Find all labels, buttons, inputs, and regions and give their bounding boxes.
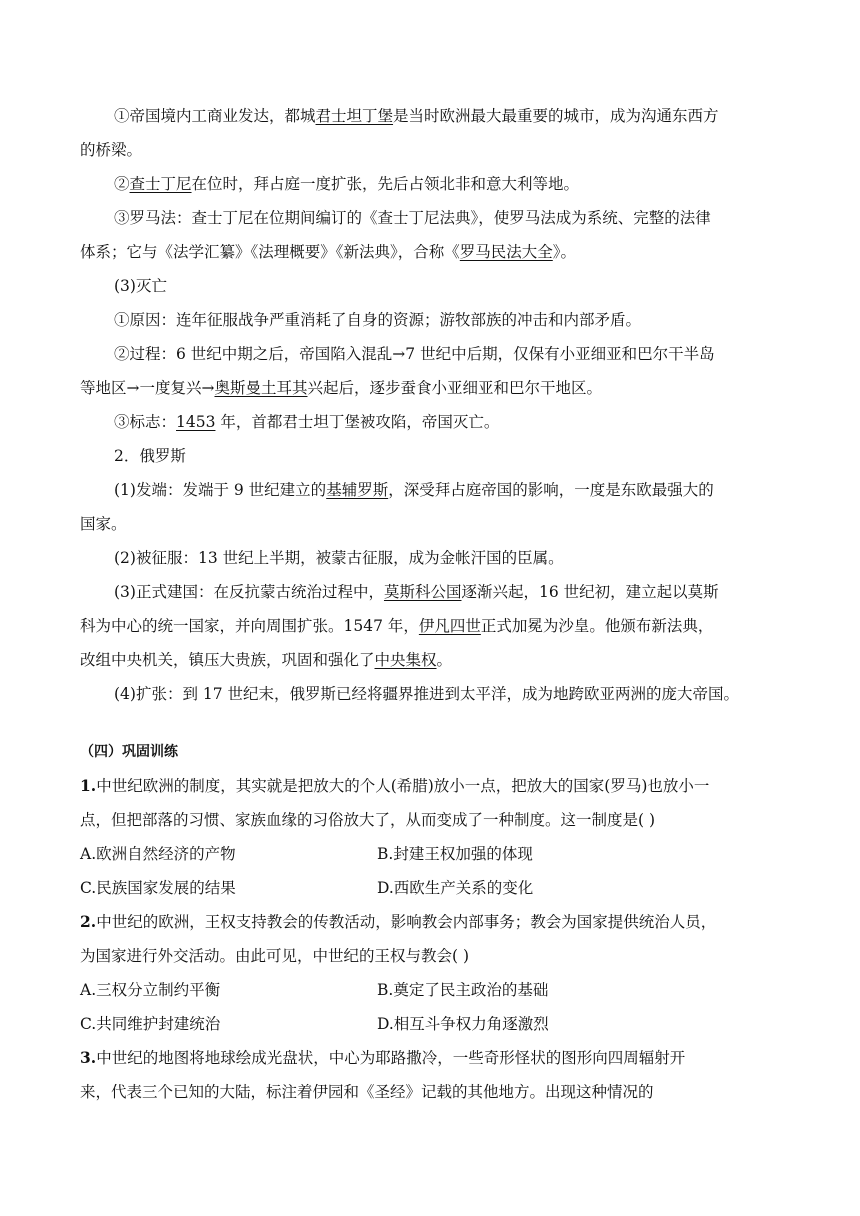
term-1453: 1453 xyxy=(176,413,216,431)
paragraph-roman-law: ③罗马法：查士丁尼在位期间编订的《查士丁尼法典》，使罗马法成为系统、完整的法律 xyxy=(114,209,711,227)
option-1a[interactable]: A.欧洲自然经济的产物 xyxy=(80,845,236,863)
term-ivan-iv: 伊凡四世 xyxy=(418,617,481,635)
paragraph-justinian: ②查士丁尼在位时，拜占庭一度扩张，先后占领北非和意大利等地。 xyxy=(114,175,580,193)
paragraph-origin: (1)发端：发端于 9 世纪建立的基辅罗斯，深受拜占庭帝国的影响，一度是东欧最强大的 xyxy=(114,481,714,499)
paragraph-decline-process: ②过程：6 世纪中期之后，帝国陷入混乱→7 世纪中后期，仅保有小亚细亚和巴尔干半岛 xyxy=(114,345,715,363)
term-constantinople: 君士坦丁堡 xyxy=(315,107,394,125)
paragraph-decline-process-cont: 等地区→一度复兴→奥斯曼土耳其兴起后，逐步蚕食小亚细亚和巴尔干地区。 xyxy=(80,379,603,397)
term-kievan-rus: 基辅罗斯 xyxy=(326,481,389,499)
paragraph-founding-cont2: 改组中央机关，镇压大贵族，巩固和强化了中央集权。 xyxy=(80,651,453,669)
question-2: 2.中世纪的欧洲，王权支持教会的传教活动，影响教会内部事务；教会为国家提供统治人员， xyxy=(80,912,717,931)
term-muscovy: 莫斯科公国 xyxy=(383,583,462,601)
question-number: 3. xyxy=(80,1048,97,1067)
question-3-cont: 来，代表三个已知的大陆，标注着伊园和《圣经》记载的其他地方。出现这种情况的 xyxy=(80,1083,654,1101)
heading-decline: (3)灭亡 xyxy=(114,277,167,295)
question-1-cont: 点，但把部落的习惯、家族血缘的习俗放大了，从而变成了一种制度。这一制度是( ) xyxy=(80,811,656,829)
paragraph-decline-sign: ③标志：1453 年，首都君士坦丁堡被攻陷，帝国灭亡。 xyxy=(114,413,500,431)
paragraph-conquered: (2)被征服：13 世纪上半期，被蒙古征服，成为金帐汗国的臣属。 xyxy=(114,549,564,567)
heading-practice: （四）巩固训练 xyxy=(80,744,178,760)
question-1: 1.中世纪欧洲的制度，其实就是把放大的个人(希腊)放小一点，把放大的国家(罗马)也放小一 xyxy=(80,776,710,795)
term-corpus-juris: 罗马民法大全 xyxy=(459,243,553,261)
heading-russia: 2．俄罗斯 xyxy=(114,447,186,465)
paragraph-commerce-cont: 的桥梁。 xyxy=(80,141,143,159)
question-2-cont: 为国家进行外交活动。由此可见，中世纪的王权与教会( ) xyxy=(80,947,470,965)
option-2b[interactable]: B.奠定了民主政治的基础 xyxy=(377,981,549,999)
question-3: 3.中世纪的地图将地球绘成光盘状，中心为耶路撒冷，一些奇形怪状的图形向四周辐射开 xyxy=(80,1048,686,1067)
option-1b[interactable]: B.封建王权加强的体现 xyxy=(377,845,533,863)
term-ottoman: 奥斯曼土耳其 xyxy=(214,379,308,397)
question-number: 2. xyxy=(80,912,97,931)
paragraph-decline-cause: ①原因：连年征服战争严重消耗了自身的资源；游牧部族的冲击和内部矛盾。 xyxy=(114,311,642,329)
paragraph-origin-cont: 国家。 xyxy=(80,515,127,533)
paragraph-commerce: ①帝国境内工商业发达，都城君士坦丁堡是当时欧洲最大最重要的城市，成为沟通东西方 xyxy=(114,107,719,125)
option-2c[interactable]: C.共同维护封建统治 xyxy=(80,1015,221,1033)
term-centralization: 中央集权 xyxy=(374,651,437,669)
paragraph-roman-law-cont: 体系；它与《法学汇纂》《法理概要》《新法典》，合称《罗马民法大全》。 xyxy=(80,243,577,261)
paragraph-expansion: (4)扩张：到 17 世纪末，俄罗斯已经将疆界推进到太平洋，成为地跨欧亚两洲的庞大帝国。 xyxy=(114,685,740,703)
paragraph-founding: (3)正式建国：在反抗蒙古统治过程中，莫斯科公国逐渐兴起，16 世纪初，建立起以莫斯 xyxy=(114,583,719,601)
option-1d[interactable]: D.西欧生产关系的变化 xyxy=(377,879,534,897)
option-1c[interactable]: C.民族国家发展的结果 xyxy=(80,879,236,897)
question-number: 1. xyxy=(80,776,97,795)
option-2d[interactable]: D.相互斗争权力角逐激烈 xyxy=(377,1015,549,1033)
term-justinian: 查士丁尼 xyxy=(129,175,192,193)
option-2a[interactable]: A.三权分立制约平衡 xyxy=(80,981,221,999)
paragraph-founding-cont: 科为中心的统一国家，并向周围扩张。1547 年，伊凡四世正式加冕为沙皇。他颁布新法典， xyxy=(80,617,714,635)
